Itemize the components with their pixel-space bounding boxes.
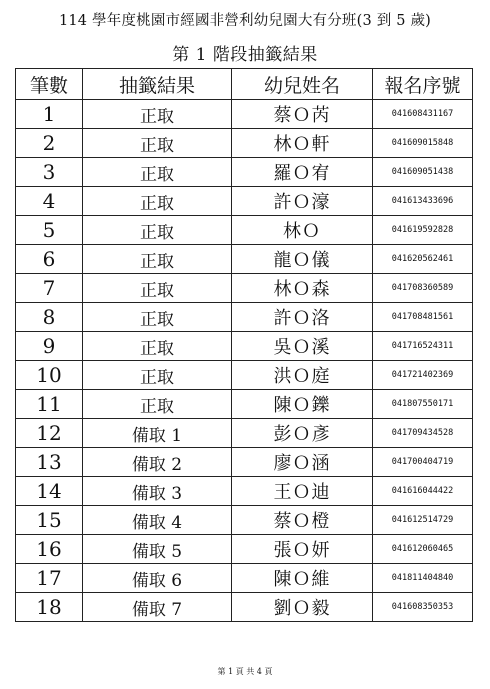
row-count-cell: 9 (16, 332, 83, 361)
row-result-cell: 正取 (83, 332, 232, 361)
row-result-cell: 備取 1 (83, 419, 232, 448)
table-row (16, 303, 473, 332)
row-count-cell: 12 (16, 419, 83, 448)
table-row (16, 187, 473, 216)
row-registration-cell: 041708481561 (373, 303, 473, 332)
row-registration-cell: 041807550171 (373, 390, 473, 419)
row-name-cell: 許Ｏ洛 (232, 303, 373, 332)
row-name-cell: 彭Ｏ彥 (232, 419, 373, 448)
table-row (16, 332, 473, 361)
row-name-cell: 林Ｏ森 (232, 274, 373, 303)
row-result-cell: 備取 2 (83, 448, 232, 477)
table-body (16, 100, 473, 622)
row-name-cell: 蔡Ｏ芮 (232, 100, 373, 129)
table-row (16, 448, 473, 477)
page-footer: 第 1 頁 共 4 頁 (217, 667, 273, 676)
row-registration-cell: 041721402369 (373, 361, 473, 390)
table-row (16, 564, 473, 593)
row-name-cell: 廖Ｏ涵 (232, 448, 373, 477)
row-name-cell: 陳Ｏ維 (232, 564, 373, 593)
row-name-cell: 劉Ｏ毅 (232, 593, 373, 622)
row-name-cell: 洪Ｏ庭 (232, 361, 373, 390)
table-header-row (16, 69, 473, 100)
row-count-cell: 18 (16, 593, 83, 622)
row-result-cell: 備取 5 (83, 535, 232, 564)
document-subtitle: 第 1 階段抽籤結果 (172, 45, 318, 65)
header-lottery-result: 抽籤結果 (83, 69, 232, 100)
table-row (16, 245, 473, 274)
row-name-cell: 張Ｏ妍 (232, 535, 373, 564)
row-name-cell: 蔡Ｏ橙 (232, 506, 373, 535)
row-result-cell: 備取 6 (83, 564, 232, 593)
row-registration-cell: 041608431167 (373, 100, 473, 129)
table-row (16, 129, 473, 158)
row-result-cell: 正取 (83, 303, 232, 332)
row-result-cell: 正取 (83, 216, 232, 245)
document-title: 114 學年度桃園市經國非營利幼兒園大有分班(3 到 5 歲) (58, 13, 432, 29)
row-count-cell: 3 (16, 158, 83, 187)
row-registration-cell: 041620562461 (373, 245, 473, 274)
row-registration-cell: 041609051438 (373, 158, 473, 187)
row-result-cell: 正取 (83, 129, 232, 158)
row-registration-cell: 041616044422 (373, 477, 473, 506)
row-result-cell: 備取 7 (83, 593, 232, 622)
row-result-cell: 正取 (83, 390, 232, 419)
table-row (16, 419, 473, 448)
row-count-cell: 1 (16, 100, 83, 129)
table-row (16, 390, 473, 419)
row-count-cell: 6 (16, 245, 83, 274)
row-registration-cell: 041609015848 (373, 129, 473, 158)
row-registration-cell: 041708360589 (373, 274, 473, 303)
table-row (16, 274, 473, 303)
row-result-cell: 正取 (83, 361, 232, 390)
lottery-results-table (15, 68, 473, 622)
row-registration-cell: 041700404719 (373, 448, 473, 477)
row-count-cell: 2 (16, 129, 83, 158)
header-count: 筆數 (16, 69, 83, 100)
row-count-cell: 14 (16, 477, 83, 506)
row-count-cell: 13 (16, 448, 83, 477)
header-child-name: 幼兒姓名 (232, 69, 373, 100)
row-count-cell: 17 (16, 564, 83, 593)
row-result-cell: 正取 (83, 100, 232, 129)
table-row (16, 158, 473, 187)
row-registration-cell: 041608350353 (373, 593, 473, 622)
table-row (16, 593, 473, 622)
row-registration-cell: 041613433696 (373, 187, 473, 216)
table-row (16, 216, 473, 245)
table-row (16, 100, 473, 129)
row-count-cell: 8 (16, 303, 83, 332)
row-count-cell: 15 (16, 506, 83, 535)
row-registration-cell: 041811404840 (373, 564, 473, 593)
row-result-cell: 正取 (83, 158, 232, 187)
row-name-cell: 林Ｏ (232, 216, 373, 245)
table-row (16, 506, 473, 535)
row-result-cell: 正取 (83, 274, 232, 303)
row-name-cell: 王Ｏ迪 (232, 477, 373, 506)
row-count-cell: 10 (16, 361, 83, 390)
table-row (16, 477, 473, 506)
header-registration-number: 報名序號 (373, 69, 473, 100)
row-count-cell: 7 (16, 274, 83, 303)
row-name-cell: 吳Ｏ溪 (232, 332, 373, 361)
row-result-cell: 備取 4 (83, 506, 232, 535)
row-registration-cell: 041619592828 (373, 216, 473, 245)
row-registration-cell: 041709434528 (373, 419, 473, 448)
row-count-cell: 4 (16, 187, 83, 216)
table-row (16, 535, 473, 564)
row-count-cell: 5 (16, 216, 83, 245)
row-name-cell: 羅Ｏ宥 (232, 158, 373, 187)
row-registration-cell: 041612060465 (373, 535, 473, 564)
row-count-cell: 16 (16, 535, 83, 564)
row-result-cell: 正取 (83, 187, 232, 216)
row-name-cell: 許Ｏ濠 (232, 187, 373, 216)
row-result-cell: 正取 (83, 245, 232, 274)
row-registration-cell: 041612514729 (373, 506, 473, 535)
row-registration-cell: 041716524311 (373, 332, 473, 361)
row-name-cell: 龍Ｏ儀 (232, 245, 373, 274)
row-result-cell: 備取 3 (83, 477, 232, 506)
table-row (16, 361, 473, 390)
row-count-cell: 11 (16, 390, 83, 419)
row-name-cell: 陳Ｏ鑠 (232, 390, 373, 419)
row-name-cell: 林Ｏ軒 (232, 129, 373, 158)
